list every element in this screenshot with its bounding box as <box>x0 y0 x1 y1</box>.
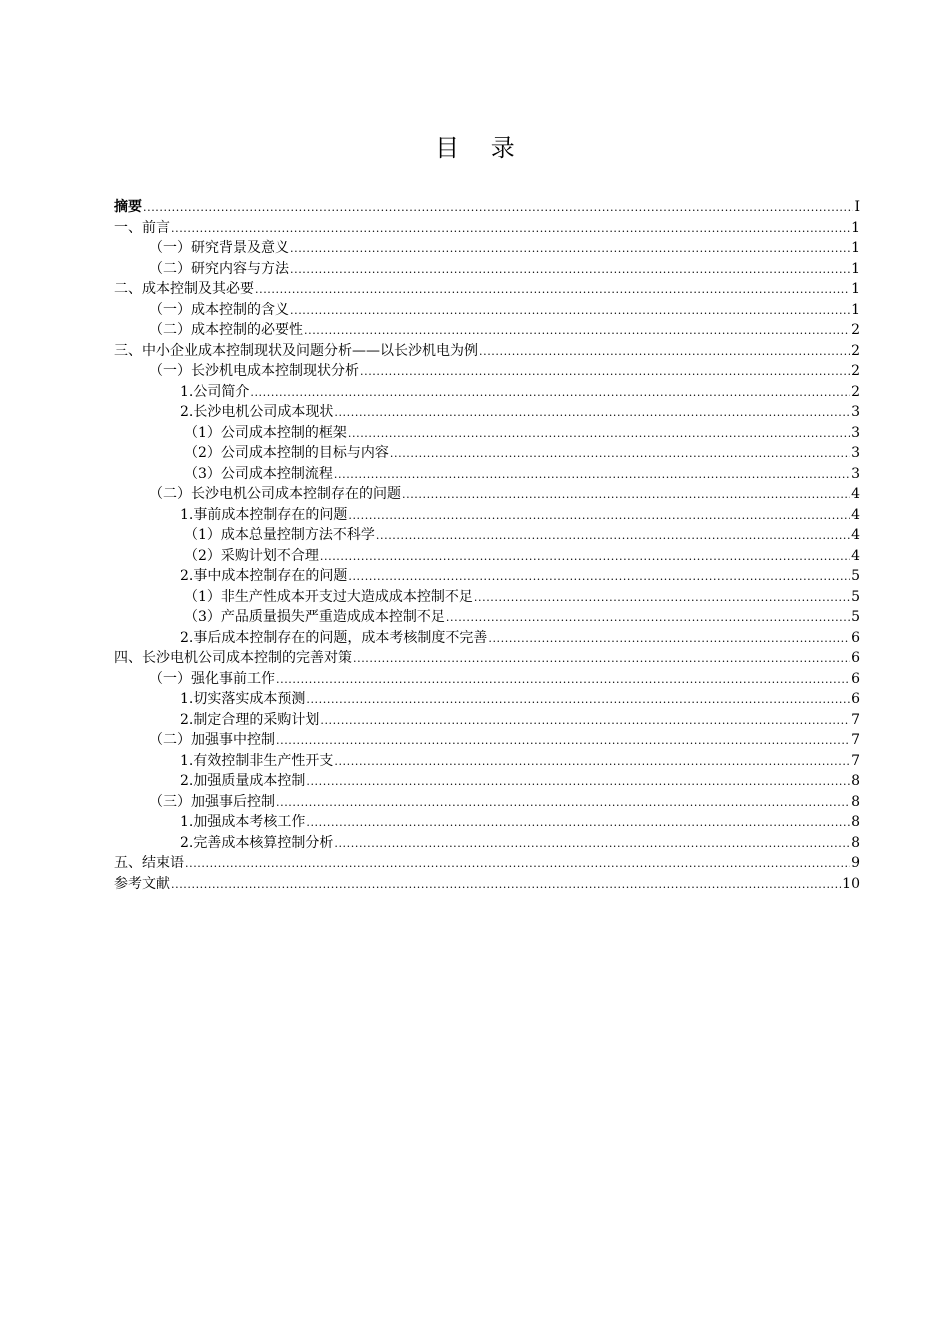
toc-entry[interactable] <box>114 505 860 526</box>
toc-entry-page-number: 8 <box>851 834 860 851</box>
dot-leader <box>290 259 850 281</box>
toc-entry[interactable] <box>114 607 860 628</box>
dot-leader <box>488 628 850 650</box>
toc-entry[interactable] <box>114 812 860 833</box>
toc-entry[interactable] <box>114 259 860 280</box>
toc-entry-label: （一）成本控制的含义 <box>149 301 289 318</box>
toc-entry-page-number: 5 <box>851 568 860 584</box>
dot-leader <box>276 730 850 752</box>
toc-entry-page-number: 6 <box>851 629 860 646</box>
toc-entry-label: 1.事前成本控制存在的问题 <box>180 506 348 523</box>
toc-entry-label: （1）成本总量控制方法不科学 <box>184 527 375 543</box>
toc-entry-page-number: 9 <box>851 855 860 871</box>
toc-entry-label: （1）公司成本控制的框架 <box>184 424 347 441</box>
toc-entry-page-number: 10 <box>842 875 860 892</box>
dot-leader <box>348 566 850 588</box>
toc-entry-label: 2.长沙电机公司成本现状 <box>180 404 334 420</box>
toc-entry-page-number: 7 <box>851 711 860 728</box>
dot-leader <box>306 771 850 793</box>
toc-entry-page-number: 4 <box>851 527 860 543</box>
toc-entry-page-number: 5 <box>851 588 860 605</box>
toc-entry[interactable] <box>114 525 860 546</box>
toc-entry-page-number: 2 <box>851 342 860 359</box>
toc-entry-label: 2.完善成本核算控制分析 <box>180 834 334 851</box>
toc-entry-label: （3）产品质量损失严重造成成本控制不足 <box>184 609 445 625</box>
toc-entry[interactable] <box>114 197 860 218</box>
toc-entry[interactable] <box>114 874 860 895</box>
toc-entry-page-number: 3 <box>851 404 860 420</box>
toc-entry-label: 1.公司简介 <box>180 383 250 400</box>
toc-entry-label: （二）研究内容与方法 <box>149 260 289 277</box>
dot-leader <box>276 792 850 814</box>
toc-entry[interactable] <box>114 730 860 751</box>
toc-entry[interactable] <box>114 238 860 259</box>
toc-entry-label: （二）成本控制的必要性 <box>149 322 303 338</box>
toc-entry-page-number: 3 <box>851 424 860 441</box>
toc-entry-page-number: 8 <box>851 773 860 789</box>
table-of-contents <box>114 197 860 894</box>
toc-entry-page-number: 3 <box>851 465 860 482</box>
toc-entry[interactable] <box>114 341 860 362</box>
dot-leader <box>446 607 850 629</box>
dot-leader <box>320 546 850 568</box>
toc-entry[interactable] <box>114 300 860 321</box>
toc-entry-label: （一）强化事前工作 <box>149 670 275 687</box>
toc-entry[interactable] <box>114 833 860 854</box>
toc-entry-label: （2）公司成本控制的目标与内容 <box>184 445 389 461</box>
toc-entry-label: 1.有效控制非生产性开支 <box>180 752 334 769</box>
toc-entry-page-number: 4 <box>851 547 860 564</box>
dot-leader <box>334 464 850 486</box>
toc-entry-page-number: 8 <box>851 814 860 830</box>
dot-leader <box>334 833 850 855</box>
toc-entry-label: （三）加强事后控制 <box>149 793 275 810</box>
toc-entry-label: 三、中小企业成本控制现状及问题分析——以长沙机电为例 <box>114 342 478 359</box>
toc-entry-page-number: 7 <box>851 732 860 748</box>
toc-entry-label: （二）加强事中控制 <box>149 732 275 748</box>
toc-entry[interactable] <box>114 443 860 464</box>
toc-entry[interactable] <box>114 464 860 485</box>
dot-leader <box>376 525 850 547</box>
dot-leader <box>479 341 850 363</box>
toc-entry[interactable] <box>114 628 860 649</box>
dot-leader <box>304 320 850 342</box>
dot-leader <box>390 443 850 465</box>
toc-entry-label: 2.加强质量成本控制 <box>180 773 306 789</box>
toc-entry-label: 1.切实落实成本预测 <box>180 691 306 707</box>
toc-entry[interactable] <box>114 751 860 772</box>
toc-entry-page-number: 8 <box>851 793 860 810</box>
dot-leader <box>353 648 850 670</box>
toc-entry-label: （一）长沙机电成本控制现状分析 <box>149 363 359 379</box>
dot-leader <box>255 279 850 301</box>
toc-entry[interactable] <box>114 423 860 444</box>
toc-entry-label: 2.事后成本控制存在的问题，成本考核制度不完善 <box>180 629 488 646</box>
toc-entry[interactable] <box>114 710 860 731</box>
dot-leader <box>334 751 850 773</box>
toc-entry-page-number: 4 <box>851 506 860 523</box>
toc-entry-page-number: 6 <box>851 691 860 707</box>
dot-leader <box>143 197 853 219</box>
dot-leader <box>290 300 850 322</box>
dot-leader <box>185 853 850 875</box>
dot-leader <box>360 361 850 383</box>
toc-entry[interactable] <box>114 546 860 567</box>
toc-entry[interactable] <box>114 484 860 505</box>
toc-entry-page-number: 2 <box>851 363 860 379</box>
dot-leader <box>348 423 850 445</box>
dot-leader <box>171 874 841 896</box>
toc-entry-page-number: 7 <box>851 752 860 769</box>
toc-entry[interactable] <box>114 382 860 403</box>
toc-entry-label: 五、结束语 <box>114 855 184 871</box>
toc-entry-page-number: 1 <box>851 240 860 256</box>
dot-leader <box>250 382 850 404</box>
toc-entry-label: 摘要 <box>114 199 142 215</box>
toc-entry[interactable] <box>114 853 860 874</box>
toc-entry[interactable] <box>114 771 860 792</box>
toc-entry[interactable] <box>114 566 860 587</box>
page-title: 目 录 <box>435 134 527 162</box>
toc-entry-page-number: 2 <box>851 383 860 400</box>
dot-leader <box>320 710 850 732</box>
dot-leader <box>290 238 850 260</box>
toc-entry-label: 一、前言 <box>114 219 170 236</box>
toc-entry[interactable] <box>114 361 860 382</box>
toc-entry[interactable] <box>114 689 860 710</box>
toc-entry-page-number: 4 <box>851 486 860 502</box>
toc-entry-label: （3）公司成本控制流程 <box>184 465 333 482</box>
toc-entry[interactable] <box>114 402 860 423</box>
toc-entry-label: 2.事中成本控制存在的问题 <box>180 568 348 584</box>
toc-entry-page-number: 2 <box>851 322 860 338</box>
dot-leader <box>276 669 850 691</box>
dot-leader <box>334 402 850 424</box>
toc-entry[interactable] <box>114 792 860 813</box>
toc-entry-label: 参考文献 <box>114 875 170 892</box>
toc-entry-label: 四、长沙电机公司成本控制的完善对策 <box>114 650 352 666</box>
toc-entry-label: 1.加强成本考核工作 <box>180 814 306 830</box>
toc-entry[interactable] <box>114 320 860 341</box>
toc-entry[interactable] <box>114 279 860 300</box>
toc-entry-page-number: 6 <box>851 650 860 666</box>
dot-leader <box>306 812 850 834</box>
toc-entry[interactable] <box>114 587 860 608</box>
dot-leader <box>306 689 850 711</box>
toc-entry-page-number: 1 <box>851 281 860 297</box>
toc-entry-label: 二、成本控制及其必要 <box>114 281 254 297</box>
toc-entry-label: （一）研究背景及意义 <box>149 240 289 256</box>
toc-entry-page-number: 1 <box>851 219 860 236</box>
toc-entry-page-number: 6 <box>851 670 860 687</box>
dot-leader <box>474 587 850 609</box>
toc-entry-label: （2）采购计划不合理 <box>184 547 319 564</box>
dot-leader <box>348 505 850 527</box>
dot-leader <box>402 484 850 506</box>
toc-entry[interactable] <box>114 669 860 690</box>
toc-entry-label: （二）长沙电机公司成本控制存在的问题 <box>149 486 401 502</box>
dot-leader <box>171 218 850 240</box>
toc-entry-page-number: 5 <box>851 609 860 625</box>
toc-entry-page-number: I <box>854 199 860 215</box>
toc-entry-page-number: 3 <box>851 445 860 461</box>
toc-entry-label: 2.制定合理的采购计划 <box>180 711 320 728</box>
toc-entry-label: （1）非生产性成本开支过大造成成本控制不足 <box>184 588 473 605</box>
toc-entry[interactable] <box>114 648 860 669</box>
toc-entry-page-number: 1 <box>851 301 860 318</box>
toc-entry-page-number: 1 <box>851 260 860 277</box>
toc-entry[interactable] <box>114 218 860 239</box>
